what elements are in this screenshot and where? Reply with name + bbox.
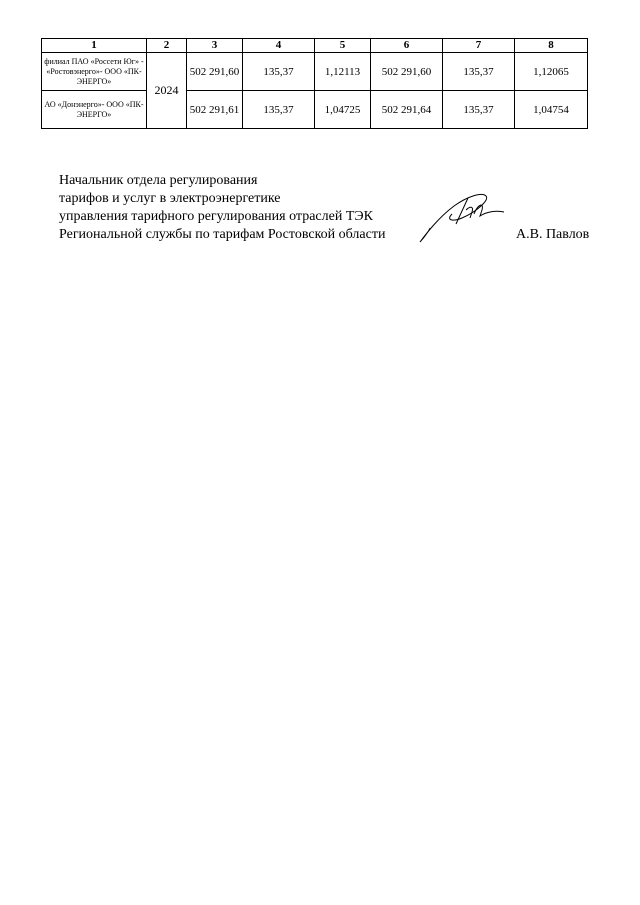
- table-cell: 135,37: [443, 53, 515, 91]
- table-cell: 502 291,61: [187, 91, 243, 129]
- table-cell: 1,04725: [315, 91, 371, 129]
- table-row: [42, 53, 588, 91]
- table-row: [42, 91, 588, 129]
- table-cell: 135,37: [443, 91, 515, 129]
- signatory-title-block: [59, 172, 385, 244]
- column-header: 8: [515, 39, 588, 53]
- signatory-title-line: тарифов и услуг в электроэнергетике: [59, 191, 281, 206]
- table-cell: 135,37: [243, 53, 315, 91]
- handwritten-signature: [416, 188, 506, 246]
- signatory-title-line: управления тарифного регулирования отраслей ТЭК: [59, 209, 373, 224]
- column-header: 7: [443, 39, 515, 53]
- signer-name: А.В. Павлов: [516, 227, 590, 242]
- table-cell: 1,04754: [515, 91, 588, 129]
- column-header: 1: [42, 39, 147, 53]
- column-header: 6: [371, 39, 443, 53]
- signatory-title-line: Региональной службы по тарифам Ростовской области: [59, 227, 386, 242]
- column-header: 3: [187, 39, 243, 53]
- table-cell: 502 291,64: [371, 91, 443, 129]
- organization-cell: АО «Донэнерго»- ООО «ПК-ЭНЕРГО»: [42, 91, 147, 129]
- column-header: 4: [243, 39, 315, 53]
- year-cell: 2024: [147, 53, 187, 129]
- table-cell: 502 291,60: [187, 53, 243, 91]
- signatory-title-line: Начальник отдела регулирования: [59, 173, 258, 188]
- table-cell: 502 291,60: [371, 53, 443, 91]
- column-header: 5: [315, 39, 371, 53]
- table-cell: 1,12113: [315, 53, 371, 91]
- column-header: 2: [147, 39, 187, 53]
- table-header-row: [42, 39, 588, 53]
- table-cell: 1,12065: [515, 53, 588, 91]
- organization-cell: филиал ПАО «Россети Юг» - «Ростовэнерго»- ООО «ПК-ЭНЕРГО»: [42, 53, 147, 91]
- tariff-table: [41, 38, 588, 129]
- table-cell: 135,37: [243, 91, 315, 129]
